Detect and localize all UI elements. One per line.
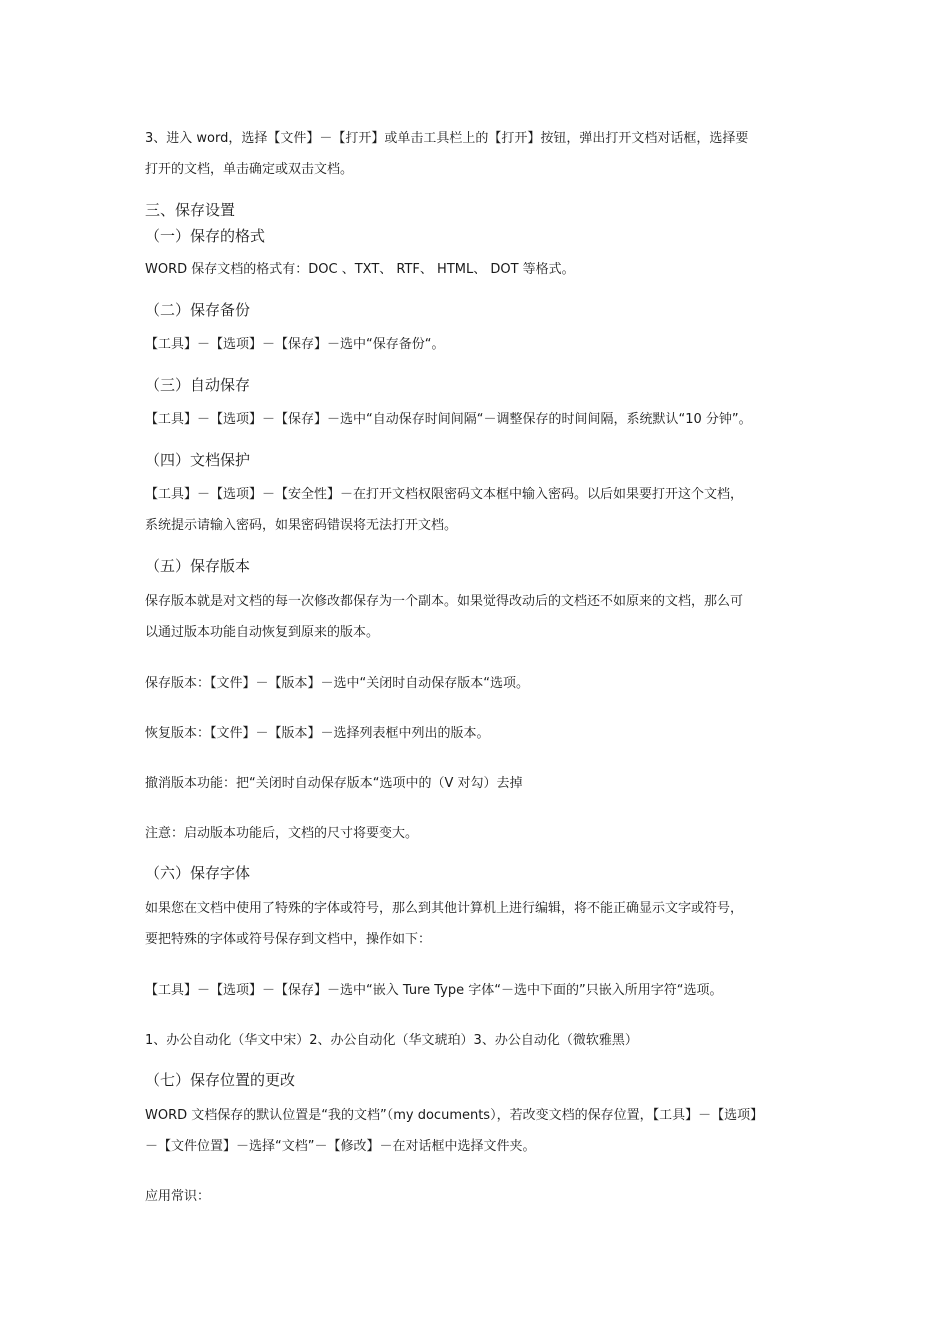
paragraph-line: 恢复版本：【文件】－【版本】－选择列表框中列出的版本。 [145,726,490,741]
subsection-heading: （四）文档保护 [145,451,251,469]
paragraph-line: 【工具】－【选项】－【保存】－选中“嵌入 Ture Type 字体“－选中下面的”只嵌入所用字符“选项。 [145,983,723,998]
section-heading: 三、保存设置 [145,201,236,219]
paragraph-line: 打开的文档，单击确定或双击文档。 [145,162,354,177]
paragraph-line: WORD 文档保存的默认位置是“我的文档”（my documents），若改变文档的保存位置，【工具】－【选项】 [145,1108,764,1123]
paragraph-line: 撤消版本功能：把“关闭时自动保存版本“选项中的（V 对勾）去掉 [145,776,523,791]
paragraph-line: 1、办公自动化（华文中宋）2、办公自动化（华文琥珀）3、办公自动化（微软雅黑） [145,1033,638,1048]
paragraph-line: 【工具】－【选项】－【保存】－选中“保存备份“。 [145,337,445,352]
paragraph-line: 系统提示请输入密码，如果密码错误将无法打开文档。 [145,518,458,533]
subsection-heading: （二）保存备份 [145,301,251,319]
paragraph-line: 3、进入 word，选择【文件】－【打开】或单击工具栏上的【打开】按钮，弹出打开文档对话框，选择要 [145,131,749,146]
subsection-heading: （六）保存字体 [145,864,251,882]
paragraph-line: 保存版本：【文件】－【版本】－选中“关闭时自动保存版本“选项。 [145,676,529,691]
subsection-heading: （七）保存位置的更改 [145,1071,296,1089]
subsection-heading: （一）保存的格式 [145,227,266,245]
paragraph-line: 以通过版本功能自动恢复到原来的版本。 [145,625,380,640]
paragraph-line: 如果您在文档中使用了特殊的字体或符号，那么到其他计算机上进行编辑，将不能正确显示文字或符号， [145,901,744,916]
paragraph-line: 应用常识： [145,1189,211,1204]
paragraph-line: 【工具】－【选项】－【安全性】－在打开文档权限密码文本框中输入密码。以后如果要打开这个文档， [145,487,744,502]
subsection-heading: （三）自动保存 [145,376,251,394]
paragraph-line: 注意：启动版本功能后，文档的尺寸将要变大。 [145,826,419,841]
subsection-heading: （五）保存版本 [145,557,251,575]
paragraph-line: 要把特殊的字体或符号保存到文档中，操作如下： [145,932,432,947]
paragraph-line: －【文件位置】－选择“文档”－【修改】－在对话框中选择文件夹。 [145,1139,536,1154]
paragraph-line: WORD 保存文档的格式有：DOC 、TXT、 RTF、 HTML、 DOT 等格式。 [145,262,575,277]
paragraph-line: 【工具】－【选项】－【保存】－选中“自动保存时间间隔“－调整保存的时间间隔，系统默认“10 分钟”。 [145,412,752,427]
paragraph-line: 保存版本就是对文档的每一次修改都保存为一个副本。如果觉得改动后的文档还不如原来的文档，那么可 [145,594,744,609]
